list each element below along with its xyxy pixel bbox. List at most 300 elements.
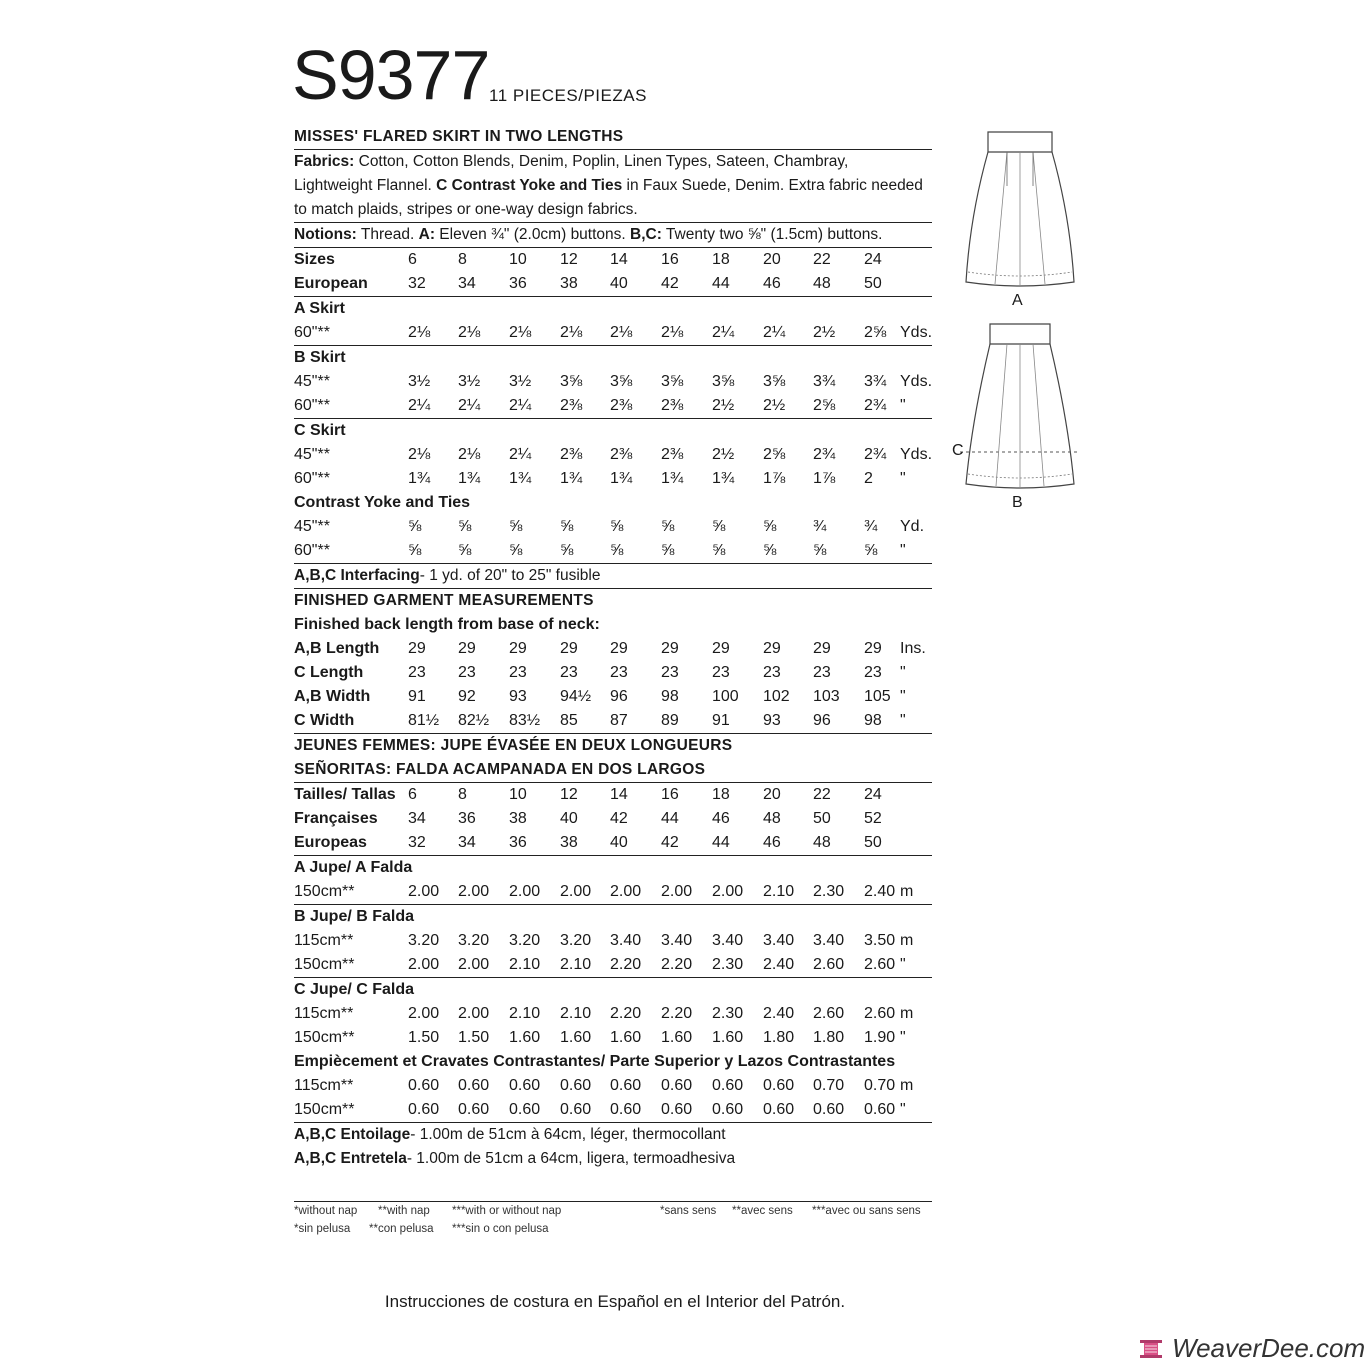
cell: 10 <box>509 251 527 268</box>
cell: 3.40 <box>610 932 642 949</box>
section-title: B Jupe/ B Falda <box>294 908 415 925</box>
cell: 3⅝ <box>610 373 633 390</box>
cell: 2.00 <box>408 1005 440 1022</box>
cell: 1.60 <box>560 1029 592 1046</box>
interfacing-value: - 1 yd. of 20" to 25" fusible <box>419 567 601 584</box>
cell: 2⅛ <box>408 446 431 463</box>
fabrics-text <box>294 150 932 222</box>
cell: 98 <box>864 712 882 729</box>
cell: ¾ <box>813 518 827 535</box>
cell: 2.00 <box>408 883 440 900</box>
cell: 0.60 <box>864 1101 896 1118</box>
cell: 2.60 <box>864 956 896 973</box>
table-row <box>294 783 932 807</box>
spanish-instructions-note: Instrucciones de costura en Español en el Interior del Patrón. <box>384 1292 846 1311</box>
section-title: C Jupe/ C Falda <box>294 981 415 998</box>
cell: 23 <box>560 664 578 681</box>
cell: ⅝ <box>458 518 472 535</box>
cell: 23 <box>509 664 527 681</box>
cell: 0.60 <box>610 1101 642 1118</box>
cell: 0.60 <box>813 1101 845 1118</box>
cell: 0.60 <box>610 1077 642 1094</box>
cell: 29 <box>560 640 578 657</box>
cell: 2.00 <box>458 956 490 973</box>
unit: Yds. <box>900 373 933 390</box>
unit: m <box>900 1005 914 1022</box>
cell: 34 <box>458 275 476 292</box>
cell: 2.00 <box>560 883 592 900</box>
cell: 93 <box>763 712 781 729</box>
cell: 2⅜ <box>661 397 684 414</box>
cell: ⅝ <box>661 518 675 535</box>
cell: 23 <box>458 664 476 681</box>
cell: 29 <box>661 640 679 657</box>
cell: 2⅛ <box>560 324 583 341</box>
cell: 1¾ <box>458 470 481 487</box>
skirt-b-sketch <box>960 320 1080 492</box>
skirt-a-sketch <box>960 126 1080 292</box>
table-row <box>294 1002 932 1026</box>
cell: 2.10 <box>560 956 592 973</box>
cell: 2.20 <box>661 956 693 973</box>
cell: 2.60 <box>813 956 845 973</box>
cell: 2.00 <box>458 1005 490 1022</box>
cell: 0.60 <box>712 1101 744 1118</box>
row-label: 150cm** <box>294 1101 355 1118</box>
entretela-label: A,B,C Entretela <box>294 1150 407 1167</box>
table-row <box>294 807 932 831</box>
finished-rows <box>294 637 932 733</box>
interfacing-label: A,B,C Interfacing <box>294 567 420 584</box>
view-b-label: B <box>1012 494 1023 511</box>
unit: " <box>900 542 906 559</box>
cell: 2¼ <box>509 446 532 463</box>
finished-subtitle: Finished back length from base of neck: <box>294 616 600 633</box>
cell: 1⅞ <box>813 470 836 487</box>
entretela-value: - 1.00m de 51cm a 64cm, ligera, termoadhesiva <box>406 1150 736 1167</box>
cell: 2⅛ <box>610 324 633 341</box>
cell: 1.80 <box>813 1029 845 1046</box>
cell: 3½ <box>408 373 431 390</box>
cell: 2.20 <box>610 1005 642 1022</box>
notions-text <box>294 223 932 247</box>
pattern-number: S9377 <box>292 36 490 114</box>
entretela-text <box>294 1147 932 1171</box>
row-label: 60"** <box>294 324 330 341</box>
cell: 2.00 <box>408 956 440 973</box>
cell: 36 <box>458 810 476 827</box>
cell: 22 <box>813 786 831 803</box>
unit: Yd. <box>900 518 925 535</box>
footnote: ***with or without nap <box>452 1205 562 1217</box>
table-row <box>294 248 932 272</box>
cell: 23 <box>712 664 730 681</box>
cell: ⅝ <box>509 542 523 559</box>
cell: 44 <box>661 810 679 827</box>
fabrics-contrast: C Contrast Yoke and Ties <box>436 177 623 194</box>
cell: 2⅛ <box>458 446 481 463</box>
cell: 102 <box>763 688 790 705</box>
cell: 44 <box>712 275 730 292</box>
cell: 98 <box>661 688 679 705</box>
cell: 2⅜ <box>560 446 583 463</box>
cell: 23 <box>813 664 831 681</box>
cell: 1.50 <box>458 1029 490 1046</box>
cell: 3⅝ <box>763 373 786 390</box>
cell: 3.40 <box>661 932 693 949</box>
row-label: Françaises <box>294 810 378 827</box>
cell: 14 <box>610 251 628 268</box>
cell: 2¼ <box>458 397 481 414</box>
logo-text: WeaverDee.com <box>1172 1333 1366 1363</box>
cell: 3.40 <box>763 932 795 949</box>
row-label: 60"** <box>294 542 330 559</box>
view-a-label: A <box>1012 292 1023 309</box>
cell: 2⅛ <box>408 324 431 341</box>
cell: 46 <box>763 834 781 851</box>
cell: 83½ <box>509 712 541 729</box>
unit: " <box>900 1029 906 1046</box>
cell: 0.70 <box>864 1077 896 1094</box>
cell: 91 <box>408 688 426 705</box>
cell: 2.40 <box>763 956 795 973</box>
cell: 3.20 <box>458 932 490 949</box>
footnote: **avec sens <box>732 1205 793 1217</box>
unit: " <box>900 956 906 973</box>
section-title: B Skirt <box>294 349 346 366</box>
cell: 2.00 <box>509 883 541 900</box>
table-row <box>294 1026 932 1050</box>
cell: ⅝ <box>813 542 827 559</box>
cell: 105 <box>864 688 891 705</box>
unit: " <box>900 1101 906 1118</box>
cell: 0.60 <box>661 1101 693 1118</box>
cell: 94½ <box>560 688 592 705</box>
row-label: Europeas <box>294 834 367 851</box>
footnote: **con pelusa <box>369 1223 434 1235</box>
row-label: 45"** <box>294 446 330 463</box>
cell: 29 <box>813 640 831 657</box>
table-row <box>294 953 932 977</box>
cell: 48 <box>813 275 831 292</box>
cell: 38 <box>560 275 578 292</box>
spool-icon <box>1136 1338 1166 1360</box>
cell: 2⅝ <box>813 397 836 414</box>
table-row <box>294 831 932 855</box>
cell: 1.50 <box>408 1029 440 1046</box>
notions-label: Notions: <box>294 226 357 243</box>
cell: 2.30 <box>712 956 744 973</box>
cell: 23 <box>763 664 781 681</box>
row-label: 150cm** <box>294 956 355 973</box>
cell: 2.40 <box>864 883 896 900</box>
table-row <box>294 929 932 953</box>
cell: 1.60 <box>610 1029 642 1046</box>
cell: 20 <box>763 786 781 803</box>
cell: 34 <box>458 834 476 851</box>
cell: ⅝ <box>712 542 726 559</box>
cell: 1.80 <box>763 1029 795 1046</box>
cell: 23 <box>610 664 628 681</box>
cell: 2¼ <box>408 397 431 414</box>
entoilage-text <box>294 1123 932 1147</box>
cell: 18 <box>712 251 730 268</box>
table-row <box>294 515 932 539</box>
cell: 1.60 <box>509 1029 541 1046</box>
table-row <box>294 709 932 733</box>
cell: 3.20 <box>408 932 440 949</box>
row-label: 60"** <box>294 397 330 414</box>
fabrics-line1: Cotton, Cotton Blends, Denim, Poplin, Linen Types, Sateen, Chambray, <box>354 153 849 170</box>
cell: 91 <box>712 712 730 729</box>
cell: 1¾ <box>509 470 532 487</box>
cell: 2¼ <box>763 324 786 341</box>
cell: 20 <box>763 251 781 268</box>
section-title: Contrast Yoke and Ties <box>294 494 471 511</box>
weaverdee-logo <box>1136 1333 1365 1364</box>
cell: 103 <box>813 688 840 705</box>
cell: 48 <box>813 834 831 851</box>
table-row <box>294 539 932 563</box>
row-label: A,B Length <box>294 640 380 657</box>
cell: 0.70 <box>813 1077 845 1094</box>
cell: 2.30 <box>712 1005 744 1022</box>
cell: 6 <box>408 251 417 268</box>
cell: 0.60 <box>763 1101 795 1118</box>
cell: 2.40 <box>763 1005 795 1022</box>
footnote: ***avec ou sans sens <box>812 1205 921 1217</box>
cell: 8 <box>458 251 467 268</box>
footnotes-row-2 <box>294 1220 932 1238</box>
row-label: 45"** <box>294 373 330 390</box>
cell: 40 <box>610 834 628 851</box>
spanish-title: SEÑORITAS: FALDA ACAMPANADA EN DOS LARGOS <box>294 761 706 778</box>
cell: 29 <box>509 640 527 657</box>
cell: 46 <box>712 810 730 827</box>
table-row <box>294 272 932 296</box>
cell: 2.00 <box>661 883 693 900</box>
cell: 52 <box>864 810 882 827</box>
cell: 0.60 <box>509 1101 541 1118</box>
unit: " <box>900 712 906 729</box>
row-label: Tailles/ Tallas <box>294 786 396 803</box>
section-title: A Jupe/ A Falda <box>294 859 413 876</box>
cell: 24 <box>864 251 882 268</box>
cell: 6 <box>408 786 417 803</box>
cell: 3¾ <box>864 373 887 390</box>
notions-part: Twenty two ⅝" (1.5cm) buttons. <box>661 226 883 243</box>
notions-view-bc: B,C: <box>630 226 662 243</box>
footnote: *sans sens <box>660 1205 717 1217</box>
cell: 0.60 <box>408 1101 440 1118</box>
cell: 0.60 <box>509 1077 541 1094</box>
cell: 29 <box>408 640 426 657</box>
section-title: C Skirt <box>294 422 346 439</box>
cell: 2⅜ <box>610 397 633 414</box>
row-label: C Length <box>294 664 364 681</box>
cell: 10 <box>509 786 527 803</box>
row-label: A,B Width <box>294 688 371 705</box>
pieces-count: 11 PIECES/PIEZAS <box>489 86 647 105</box>
cell: 16 <box>661 786 679 803</box>
cell: 34 <box>408 810 426 827</box>
cell: 2.60 <box>864 1005 896 1022</box>
cell: 89 <box>661 712 679 729</box>
pattern-info <box>294 125 932 1238</box>
cell: 96 <box>610 688 628 705</box>
cell: 3.40 <box>813 932 845 949</box>
cell: 16 <box>661 251 679 268</box>
cell: 87 <box>610 712 628 729</box>
unit: " <box>900 397 906 414</box>
cell: 32 <box>408 834 426 851</box>
pattern-title: MISSES' FLARED SKIRT IN TWO LENGTHS <box>294 128 624 145</box>
table-row <box>294 321 932 345</box>
cell: 29 <box>712 640 730 657</box>
cell: 2 <box>864 470 873 487</box>
tailles-block <box>294 783 932 855</box>
french-title: JEUNES FEMMES: JUPE ÉVASÉE EN DEUX LONGUEURS <box>294 737 733 754</box>
table-row <box>294 661 932 685</box>
cell: 14 <box>610 786 628 803</box>
unit: " <box>900 470 906 487</box>
row-label: C Width <box>294 712 355 729</box>
cell: 0.60 <box>408 1077 440 1094</box>
cell: 23 <box>408 664 426 681</box>
cell: 3⅝ <box>560 373 583 390</box>
row-label: 115cm** <box>294 932 354 949</box>
cell: 2⅛ <box>509 324 532 341</box>
cell: 2.20 <box>610 956 642 973</box>
footnote: ***sin o con pelusa <box>452 1223 549 1235</box>
cell: 2⅛ <box>661 324 684 341</box>
table-row <box>294 1074 932 1098</box>
entoilage-value: - 1.00m de 51cm à 64cm, léger, thermocollant <box>410 1126 726 1143</box>
cell: 0.60 <box>458 1101 490 1118</box>
cell: 2¾ <box>864 446 887 463</box>
table-row <box>294 1098 932 1122</box>
cell: ⅝ <box>610 542 624 559</box>
cell: 2.00 <box>610 883 642 900</box>
cell: 85 <box>560 712 578 729</box>
cell: 3⅝ <box>712 373 735 390</box>
cell: 8 <box>458 786 467 803</box>
unit: Ins. <box>900 640 926 657</box>
cell: 2½ <box>763 397 786 414</box>
cell: 2⅝ <box>763 446 786 463</box>
cell: ¾ <box>864 518 878 535</box>
fabrics-line2: Lightweight Flannel. <box>294 177 437 194</box>
cell: 3.20 <box>560 932 592 949</box>
cell: ⅝ <box>763 518 777 535</box>
sizes-block <box>294 248 932 296</box>
row-label: 150cm** <box>294 1029 355 1046</box>
cell: 93 <box>509 688 527 705</box>
notions-part: Thread. <box>356 226 419 243</box>
table-row <box>294 443 932 467</box>
cell: 32 <box>408 275 426 292</box>
cell: 29 <box>864 640 882 657</box>
cell: 1.60 <box>661 1029 693 1046</box>
cell: ⅝ <box>458 542 472 559</box>
unit: Yds. <box>900 324 933 341</box>
cell: 46 <box>763 275 781 292</box>
cell: 50 <box>864 834 882 851</box>
cell: 44 <box>712 834 730 851</box>
cell: 42 <box>661 275 679 292</box>
cell: 3.20 <box>509 932 541 949</box>
cell: 82½ <box>458 712 490 729</box>
table-row <box>294 394 932 418</box>
cell: 1¾ <box>712 470 735 487</box>
row-label: European <box>294 275 368 292</box>
cell: 50 <box>813 810 831 827</box>
cell: 22 <box>813 251 831 268</box>
cell: 2⅜ <box>560 397 583 414</box>
entoilage-label: A,B,C Entoilage <box>294 1126 411 1143</box>
cell: 2¼ <box>712 324 735 341</box>
cell: 1¾ <box>661 470 684 487</box>
cell: 3½ <box>509 373 532 390</box>
fabrics-line4: to match plaids, stripes or one-way design fabrics. <box>294 201 638 218</box>
cell: 96 <box>813 712 831 729</box>
cell: 0.60 <box>763 1077 795 1094</box>
cell: 2¾ <box>864 397 887 414</box>
cell: 40 <box>610 275 628 292</box>
cell: 3½ <box>458 373 481 390</box>
cell: 23 <box>661 664 679 681</box>
table-row <box>294 370 932 394</box>
cell: 2.20 <box>661 1005 693 1022</box>
finished-title: FINISHED GARMENT MEASUREMENTS <box>294 592 594 609</box>
cell: 38 <box>509 810 527 827</box>
cell: 0.60 <box>661 1077 693 1094</box>
cell: 42 <box>661 834 679 851</box>
cell: 2.00 <box>458 883 490 900</box>
cell: 29 <box>610 640 628 657</box>
cell: ⅝ <box>610 518 624 535</box>
cell: ⅝ <box>509 518 523 535</box>
row-label: 115cm** <box>294 1005 354 1022</box>
unit: " <box>900 664 906 681</box>
cell: 3¾ <box>813 373 836 390</box>
table-row <box>294 467 932 491</box>
cell: 18 <box>712 786 730 803</box>
cell: 40 <box>560 810 578 827</box>
cell: 1¾ <box>560 470 583 487</box>
cell: 0.60 <box>560 1077 592 1094</box>
cell: 2.30 <box>813 883 845 900</box>
cell: 3⅝ <box>661 373 684 390</box>
cell: 2⅜ <box>661 446 684 463</box>
cell: ⅝ <box>712 518 726 535</box>
cell: 24 <box>864 786 882 803</box>
unit: m <box>900 932 914 949</box>
cell: 42 <box>610 810 628 827</box>
cell: 3.40 <box>712 932 744 949</box>
cell: ⅝ <box>408 542 422 559</box>
cell: 2⅛ <box>458 324 481 341</box>
fabrics-label: Fabrics: <box>294 153 355 170</box>
cell: 29 <box>458 640 476 657</box>
unit: m <box>900 1077 914 1094</box>
footnotes-row-1 <box>294 1202 932 1220</box>
row-label: Sizes <box>294 251 335 268</box>
unit: m <box>900 883 914 900</box>
table-row <box>294 685 932 709</box>
cell: 2.10 <box>763 883 795 900</box>
cell: 2⅝ <box>864 324 887 341</box>
